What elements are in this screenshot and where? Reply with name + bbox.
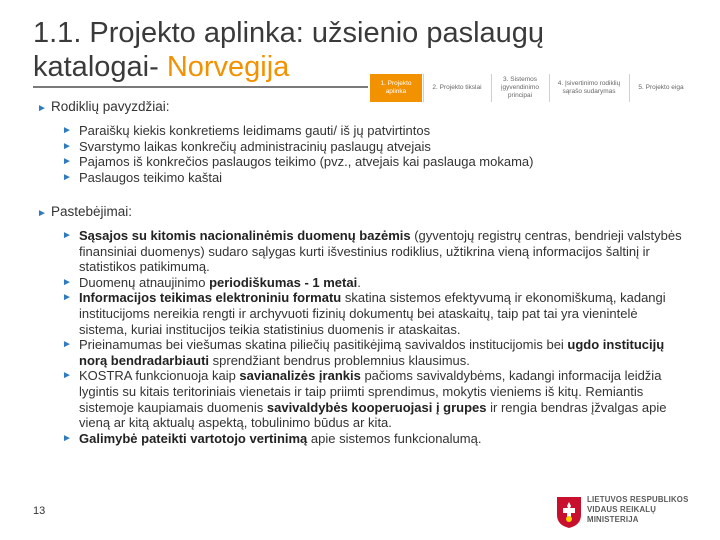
section-examples-heading [37,98,170,118]
ministry-logo [555,493,690,533]
list-item [62,337,687,368]
bold-text: Informacijos teikimas elektroniniu formatu [79,290,342,306]
triangle-right-icon: ► [62,276,72,288]
triangle-right-icon: ► [62,156,72,168]
coat-of-arms-icon [555,495,583,529]
triangle-right-icon: ► [37,208,47,219]
body-text: . [357,274,361,290]
bold-text: ugdo institucijų norą bendradarbiauti [79,337,665,368]
list-item [62,368,687,430]
bold-text: Galimybė pateikti vartotojo vertinimą [79,430,308,446]
body-text: Duomenų atnaujinimo [79,274,210,290]
section-observations-heading [37,203,132,223]
bold-text: periodiškumas - 1 metai [209,274,358,290]
title-underline [33,86,368,88]
ministry-name [587,495,688,525]
list-item [62,290,687,337]
step-1: 1. Projekto aplinka [370,74,422,102]
body-text: skatina sistemos efektyvumą ir ekonomiškumą, kadangi institucijoms nereikia rengti ir archyvuoti fizinių dokumentų bei ataskaitų, taip pat tai yra vienintelė sistema, kuriai institucijos teikia statistinius duomenis ir ataskaitas. [79,290,666,337]
section-observations-label: Pastebėjimai: [51,204,133,219]
bold-text: Sąsajos su kitomis nacionalinėmis duomenų bazėmis [79,228,411,243]
step-5: 5. Projekto eiga [638,84,684,91]
section-examples-label: Rodiklių pavyzdžiai: [51,99,170,114]
triangle-right-icon: ► [37,103,47,114]
body-text: apie sistemos funkcionalumą. [307,430,482,446]
triangle-right-icon: ► [62,171,72,183]
list-item [62,139,533,155]
ministry-line: LIETUVOS RESPUBLIKOS [587,495,689,504]
title-accent: Norvegija [166,51,290,83]
step-4: 4. Įsivertinimo rodiklių sąrašo sudarymas [557,80,621,95]
bold-text: savivaldybės kooperuojasi į grupes [266,399,487,415]
observations-list [62,228,687,446]
triangle-right-icon: ► [62,125,72,136]
ministry-line: VIDAUS REIKALŲ [587,505,657,514]
examples-list [62,123,533,185]
list-item [62,123,533,139]
triangle-right-icon: ► [62,370,72,382]
step-2: 2. Projekto tikslai [432,84,482,91]
triangle-right-icon: ► [62,432,72,444]
page-number: 13 [33,505,46,517]
triangle-right-icon: ► [62,140,72,152]
list-item-text: Paslaugos teikimo kaštai [79,169,223,185]
body-text: Prieinamumas bei viešumas skatina piliečių pasitikėjimą savivaldos institucijomis bei [79,337,568,353]
ministry-line: MINISTERIJA [587,515,639,524]
triangle-right-icon: ► [62,230,72,241]
body-text: sprendžiant bendrus problemnius klausimus. [209,352,470,368]
list-item [62,275,687,291]
title-main: 1.1. Projekto aplinka: užsienio paslaugų katalogai- [33,17,545,83]
triangle-right-icon: ► [62,292,72,304]
list-item-text: Svarstymo laikas konkrečių administracinių paslaugų atvejais [79,138,431,154]
body-text: (gyventojų registrų centras, bendrieji valstybės finansiniai duomenys) sudaro sąlygas kurti išvestinius rodiklius, užtikrina vieną informacijos šaltinį ir statistikos patikimumą. [79,228,682,275]
list-item [62,228,687,275]
step-3: 3. Sistemos įgyvendinimo principai [501,76,539,99]
list-item [62,431,687,447]
triangle-right-icon: ► [62,339,72,351]
body-text: ir rengia bendras įžvalgas apie vieną ar kitą aktualų aspektą, tobulinimo būdus ar kita. [79,399,667,431]
list-item [62,170,533,186]
body-text: KOSTRA funkcionuoja kaip [79,368,240,384]
list-item-text: Pajamos iš konkrečios paslaugos teikimo (pvz., atvejais kai paslauga mokama) [79,154,534,170]
body-text: pačioms savivaldybėms, kadangi informacija leidžia lygintis su kitais teritoriniais vienetais ir taip priimti sprendimus, mokytis vieniems iš kitų. Remiantis sistemoje kaupiamais duomenis [79,368,662,415]
list-item [62,154,533,170]
bold-text: savianalizės įrankis [239,368,361,384]
list-item-text: Paraiškų kiekis konkretiems leidimams gauti/ iš jų patvirtintos [79,123,431,138]
